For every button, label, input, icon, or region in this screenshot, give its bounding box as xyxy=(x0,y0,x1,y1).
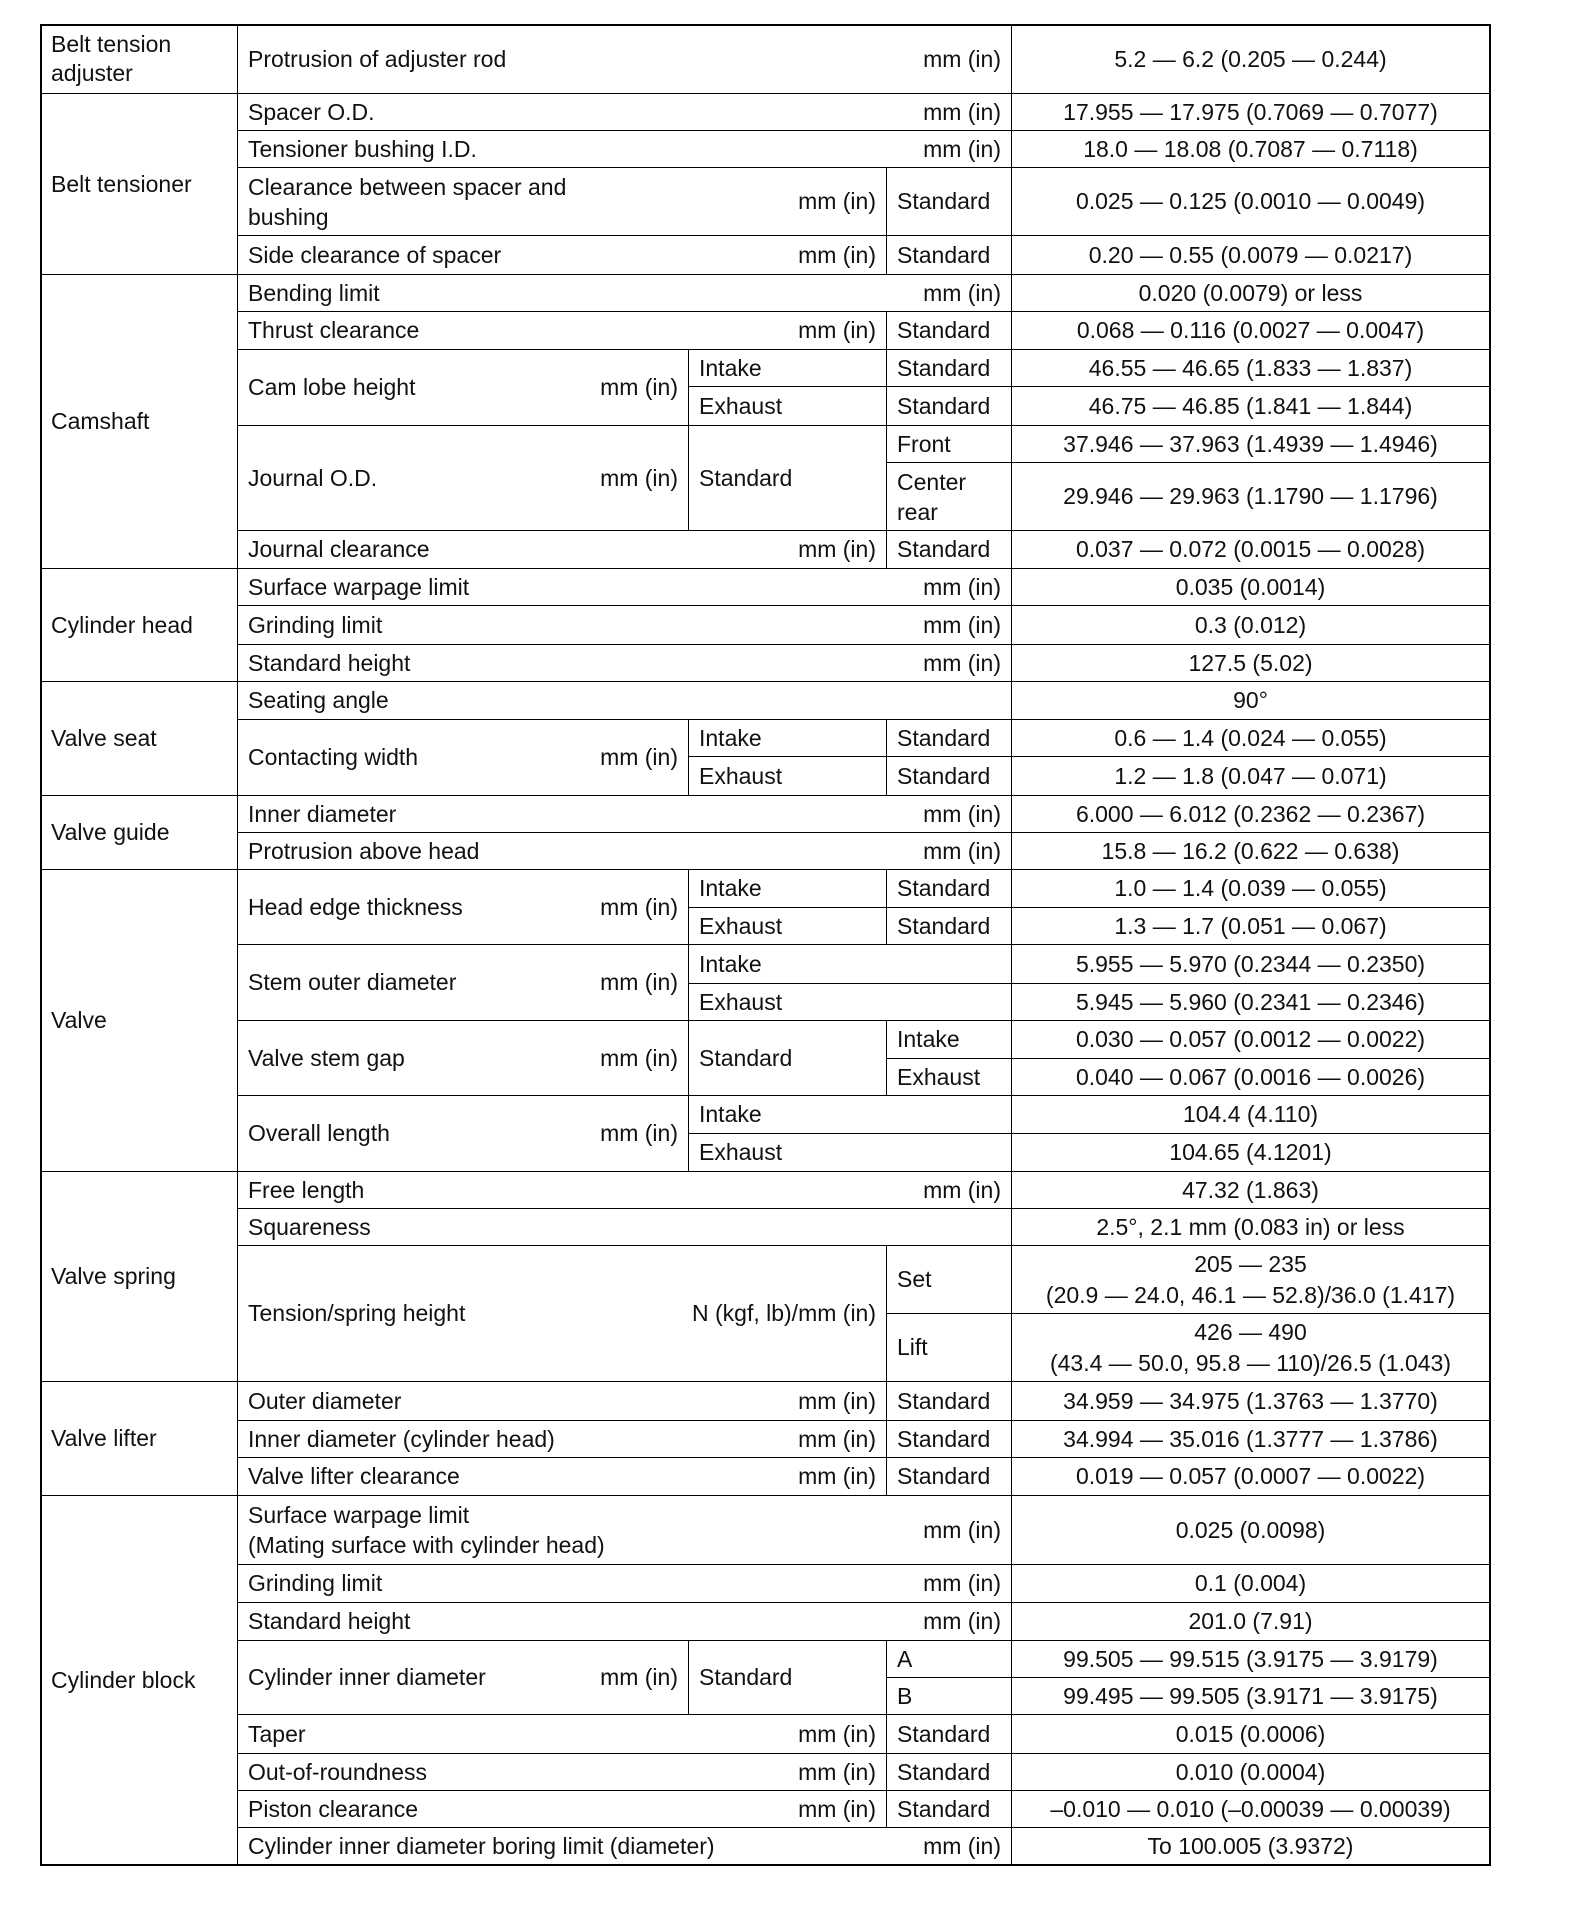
spec-value: 104.4 (4.110) xyxy=(1011,1095,1490,1134)
spec-item: Valve stem gap xyxy=(248,1044,405,1071)
spec-value: 5.2 — 6.2 (0.205 — 0.244) xyxy=(1011,24,1490,94)
spec-unit: mm (in) xyxy=(923,1608,1001,1634)
spec-condition: Standard xyxy=(886,235,1012,275)
section-label-valve-guide: Valve guide xyxy=(40,795,238,870)
spec-value: 1.0 — 1.4 (0.039 — 0.055) xyxy=(1011,869,1490,908)
spec-row xyxy=(237,681,1012,720)
spec-item xyxy=(248,1500,605,1560)
spec-unit: mm (in) xyxy=(923,45,1001,72)
spec-item: Surface warpage limit xyxy=(248,573,470,600)
spec-unit: mm (in) xyxy=(600,374,678,400)
spec-sub: Exhaust xyxy=(688,983,1012,1021)
spec-row xyxy=(237,93,1012,131)
spec-value: 15.8 — 16.2 (0.622 — 0.638) xyxy=(1011,832,1490,870)
spec-unit: mm (in) xyxy=(600,1664,678,1690)
spec-item: Tensioner bushing I.D. xyxy=(248,135,477,162)
spec-sub: Set xyxy=(886,1245,1012,1314)
spec-unit: mm (in) xyxy=(923,1176,1001,1203)
spec-row xyxy=(237,1381,887,1421)
spec-value: 0.035 (0.0014) xyxy=(1011,568,1490,606)
spec-value-line: 426 — 490 xyxy=(1194,1318,1307,1345)
spec-sub: Intake xyxy=(688,944,1012,984)
spec-condition: Standard xyxy=(886,719,1012,757)
spec-condition: Standard xyxy=(886,1790,1012,1828)
spec-condition: Standard xyxy=(886,907,1012,945)
spec-item: Inner diameter xyxy=(248,800,397,827)
spec-condition: Standard xyxy=(886,1753,1012,1791)
spec-value: 34.959 — 34.975 (1.3763 — 1.3770) xyxy=(1011,1381,1490,1421)
spec-value: 90° xyxy=(1011,681,1490,720)
spec-item: Valve lifter clearance xyxy=(248,1463,460,1489)
spec-item: Standard height xyxy=(248,649,411,676)
spec-value: 1.3 — 1.7 (0.051 — 0.067) xyxy=(1011,907,1490,945)
spec-item: Cylinder inner diameter boring limit (diameter) xyxy=(248,1832,715,1859)
spec-sub-text: Center rear xyxy=(897,468,967,525)
spec-item: Tension/spring height xyxy=(248,1300,466,1326)
spec-unit: mm (in) xyxy=(798,1795,876,1822)
spec-row xyxy=(237,1790,887,1828)
spec-row xyxy=(237,1753,887,1791)
spec-value: 0.1 (0.004) xyxy=(1011,1564,1490,1603)
spec-sub: Intake xyxy=(688,869,887,908)
spec-value: 34.994 — 35.016 (1.3777 — 1.3786) xyxy=(1011,1420,1490,1458)
section-label-cylinder-head: Cylinder head xyxy=(40,568,238,682)
section-label-camshaft: Camshaft xyxy=(40,274,238,569)
spec-unit: mm (in) xyxy=(798,241,876,268)
spec-row xyxy=(237,568,1012,606)
spec-row xyxy=(237,1420,887,1458)
spec-sub: Exhaust xyxy=(688,907,887,945)
spec-value: To 100.005 (3.9372) xyxy=(1011,1827,1490,1865)
spec-sub xyxy=(886,462,1012,531)
spec-sub: Intake xyxy=(688,719,887,757)
spec-row xyxy=(237,719,689,796)
spec-unit: mm (in) xyxy=(798,1425,876,1452)
section-label-valve-spring: Valve spring xyxy=(40,1171,238,1382)
spec-unit: mm (in) xyxy=(923,649,1001,676)
spec-item-line: (Mating surface with cylinder head) xyxy=(248,1532,605,1558)
spec-item: Head edge thickness xyxy=(248,893,463,920)
spec-value: 0.037 — 0.072 (0.0015 — 0.0028) xyxy=(1011,530,1490,569)
spec-item: Standard height xyxy=(248,1608,411,1634)
spec-item: Piston clearance xyxy=(248,1795,419,1822)
spec-row xyxy=(237,832,1012,870)
spec-value: 0.030 — 0.057 (0.0012 — 0.0022) xyxy=(1011,1020,1490,1059)
spec-unit: mm (in) xyxy=(798,1387,876,1414)
spec-row xyxy=(237,1495,1012,1565)
spec-unit: mm (in) xyxy=(923,573,1001,600)
spec-value: 99.495 — 99.505 (3.9171 — 3.9175) xyxy=(1011,1677,1490,1715)
spec-value: 0.3 (0.012) xyxy=(1011,605,1490,645)
spec-value-line: 205 — 235 xyxy=(1194,1250,1307,1277)
spec-condition: Standard xyxy=(886,1714,1012,1754)
spec-value xyxy=(1011,1245,1490,1314)
spec-sub: Exhaust xyxy=(688,1133,1012,1172)
spec-item: Grinding limit xyxy=(248,611,383,638)
spec-row xyxy=(237,1245,887,1382)
spec-item: Side clearance of spacer xyxy=(248,241,502,268)
spec-condition: Standard xyxy=(688,425,887,531)
spec-unit: mm (in) xyxy=(600,969,678,995)
spec-unit: mm (in) xyxy=(798,317,876,343)
spec-value: 0.010 (0.0004) xyxy=(1011,1753,1490,1791)
spec-condition: Standard xyxy=(886,869,1012,908)
spec-row xyxy=(237,1171,1012,1209)
spec-row xyxy=(237,605,1012,645)
spec-item: Free length xyxy=(248,1176,365,1203)
spec-sub: Exhaust xyxy=(688,386,887,426)
spec-row xyxy=(237,1564,1012,1603)
spec-value: 201.0 (7.91) xyxy=(1011,1602,1490,1641)
spec-value: 47.32 (1.863) xyxy=(1011,1171,1490,1209)
spec-value: 0.015 (0.0006) xyxy=(1011,1714,1490,1754)
spec-unit: mm (in) xyxy=(798,1758,876,1785)
spec-item: Journal O.D. xyxy=(248,464,378,491)
spec-unit: mm (in) xyxy=(923,1516,1001,1543)
spec-row xyxy=(237,425,689,531)
section-label-valve-seat: Valve seat xyxy=(40,681,238,796)
spec-sub: Intake xyxy=(688,1095,1012,1134)
spec-value: 29.946 — 29.963 (1.1790 — 1.1796) xyxy=(1011,462,1490,531)
spec-item-line: Surface warpage limit xyxy=(248,1502,470,1528)
spec-item: Cylinder inner diameter xyxy=(248,1664,486,1690)
spec-unit: mm (in) xyxy=(923,98,1001,125)
spec-value: 46.75 — 46.85 (1.841 — 1.844) xyxy=(1011,386,1490,426)
spec-unit: mm (in) xyxy=(798,536,876,562)
spec-unit: N (kgf, lb)/mm (in) xyxy=(692,1300,876,1326)
spec-unit: mm (in) xyxy=(923,279,1001,306)
spec-condition: Standard xyxy=(886,1457,1012,1496)
spec-unit: mm (in) xyxy=(798,188,876,214)
spec-sub: Intake xyxy=(688,349,887,387)
spec-row xyxy=(237,1020,689,1096)
spec-row xyxy=(237,167,887,236)
section-label-valve: Valve xyxy=(40,869,238,1172)
spec-row xyxy=(237,1602,1012,1641)
spec-value: 18.0 — 18.08 (0.7087 — 0.7118) xyxy=(1011,130,1490,168)
spec-value: 37.946 — 37.963 (1.4939 — 1.4946) xyxy=(1011,425,1490,463)
spec-item: Taper xyxy=(248,1720,306,1747)
spec-unit: mm (in) xyxy=(923,1570,1001,1596)
spec-sub: Intake xyxy=(886,1020,1012,1059)
spec-sub: B xyxy=(886,1677,1012,1715)
spec-value: 104.65 (4.1201) xyxy=(1011,1133,1490,1172)
spec-item: Spacer O.D. xyxy=(248,98,375,125)
section-label-belt-tensioner: Belt tensioner xyxy=(40,93,238,275)
spec-sub: Exhaust xyxy=(688,756,887,796)
spec-unit: mm (in) xyxy=(923,1832,1001,1859)
spec-value: 0.6 — 1.4 (0.024 — 0.055) xyxy=(1011,719,1490,757)
spec-condition: Standard xyxy=(688,1020,887,1096)
spec-condition: Standard xyxy=(886,530,1012,569)
spec-sub: A xyxy=(886,1640,1012,1678)
spec-condition: Standard xyxy=(886,756,1012,796)
spec-value: 5.945 — 5.960 (0.2341 — 0.2346) xyxy=(1011,983,1490,1021)
spec-row xyxy=(237,24,1012,94)
spec-value: 46.55 — 46.65 (1.833 — 1.837) xyxy=(1011,349,1490,387)
spec-row xyxy=(237,1208,1012,1246)
spec-item: Journal clearance xyxy=(248,536,430,562)
spec-sub: Exhaust xyxy=(886,1058,1012,1096)
spec-value: 0.20 — 0.55 (0.0079 — 0.0217) xyxy=(1011,235,1490,275)
spec-value: 99.505 — 99.515 (3.9175 — 3.9179) xyxy=(1011,1640,1490,1678)
spec-condition: Standard xyxy=(688,1640,887,1715)
spec-condition: Standard xyxy=(886,1381,1012,1421)
spec-row xyxy=(237,944,689,1021)
spec-row xyxy=(237,235,887,275)
spec-sub: Front xyxy=(886,425,1012,463)
spec-row xyxy=(237,644,1012,682)
spec-item: Protrusion of adjuster rod xyxy=(248,45,507,72)
spec-item: Contacting width xyxy=(248,744,419,770)
spec-row xyxy=(237,349,689,426)
spec-condition: Standard xyxy=(886,167,1012,236)
spec-condition: Standard xyxy=(886,386,1012,426)
section-label-valve-lifter: Valve lifter xyxy=(40,1381,238,1496)
spec-value: –0.010 — 0.010 (–0.00039 — 0.00039) xyxy=(1011,1790,1490,1828)
spec-value-line: (20.9 — 24.0, 46.1 — 52.8)/36.0 (1.417) xyxy=(1045,1281,1456,1308)
spec-unit: mm (in) xyxy=(923,837,1001,864)
spec-unit: mm (in) xyxy=(923,611,1001,638)
spec-unit: mm (in) xyxy=(600,1120,678,1146)
spec-value: 5.955 — 5.970 (0.2344 — 0.2350) xyxy=(1011,944,1490,984)
section-label-cylinder-block: Cylinder block xyxy=(40,1495,238,1865)
spec-row xyxy=(237,1640,689,1715)
spec-value: 2.5°, 2.1 mm (0.083 in) or less xyxy=(1011,1208,1490,1246)
spec-value: 0.019 — 0.057 (0.0007 — 0.0022) xyxy=(1011,1457,1490,1496)
spec-item: Stem outer diameter xyxy=(248,969,457,995)
spec-value: 0.068 — 0.116 (0.0027 — 0.0047) xyxy=(1011,311,1490,350)
spec-item: Inner diameter (cylinder head) xyxy=(248,1425,555,1452)
spec-value: 1.2 — 1.8 (0.047 — 0.071) xyxy=(1011,756,1490,796)
spec-unit: mm (in) xyxy=(798,1463,876,1489)
spec-row xyxy=(237,795,1012,833)
spec-value: 17.955 — 17.975 (0.7069 — 0.7077) xyxy=(1011,93,1490,131)
spec-unit: mm (in) xyxy=(923,800,1001,827)
spec-item: Overall length xyxy=(248,1120,390,1146)
spec-value: 0.040 — 0.067 (0.0016 — 0.0026) xyxy=(1011,1058,1490,1096)
spec-row xyxy=(237,1827,1012,1865)
spec-condition: Standard xyxy=(886,349,1012,387)
spec-value: 0.020 (0.0079) or less xyxy=(1011,274,1490,312)
spec-unit: mm (in) xyxy=(600,893,678,920)
spec-unit: mm (in) xyxy=(600,744,678,770)
spec-item: Out-of-roundness xyxy=(248,1758,427,1785)
spec-row xyxy=(237,274,1012,312)
spec-value: 0.025 (0.0098) xyxy=(1011,1495,1490,1565)
spec-item: Bending limit xyxy=(248,279,380,306)
spec-value: 6.000 — 6.012 (0.2362 — 0.2367) xyxy=(1011,795,1490,833)
spec-row xyxy=(237,869,689,945)
spec-item: Seating angle xyxy=(248,687,389,713)
spec-row xyxy=(237,1714,887,1754)
spec-item: Thrust clearance xyxy=(248,317,420,343)
spec-item: Squareness xyxy=(248,1213,371,1240)
spec-item: Protrusion above head xyxy=(248,837,480,864)
section-label-belt-tension-adjuster xyxy=(40,24,238,94)
spec-condition: Standard xyxy=(886,311,1012,350)
spec-value: 0.025 — 0.125 (0.0010 — 0.0049) xyxy=(1011,167,1490,236)
spec-item: Outer diameter xyxy=(248,1387,402,1414)
spec-sub: Lift xyxy=(886,1313,1012,1382)
spec-item: Cam lobe height xyxy=(248,374,416,400)
spec-value: 127.5 (5.02) xyxy=(1011,644,1490,682)
spec-row xyxy=(237,1457,887,1496)
spec-condition: Standard xyxy=(886,1420,1012,1458)
spec-row xyxy=(237,530,887,569)
spec-item: Grinding limit xyxy=(248,1570,383,1596)
spec-unit: mm (in) xyxy=(798,1720,876,1747)
spec-row xyxy=(237,1095,689,1172)
spec-unit: mm (in) xyxy=(600,464,678,491)
spec-item: Clearance between spacer and bushing xyxy=(248,173,567,230)
spec-value-line: (43.4 — 50.0, 95.8 — 110)/26.5 (1.043) xyxy=(1049,1349,1452,1376)
spec-unit: mm (in) xyxy=(923,135,1001,162)
spec-value xyxy=(1011,1313,1490,1382)
spec-row xyxy=(237,311,887,350)
spec-row xyxy=(237,130,1012,168)
section-label-text: Belt tension adjuster xyxy=(51,31,172,86)
spec-unit: mm (in) xyxy=(600,1044,678,1071)
